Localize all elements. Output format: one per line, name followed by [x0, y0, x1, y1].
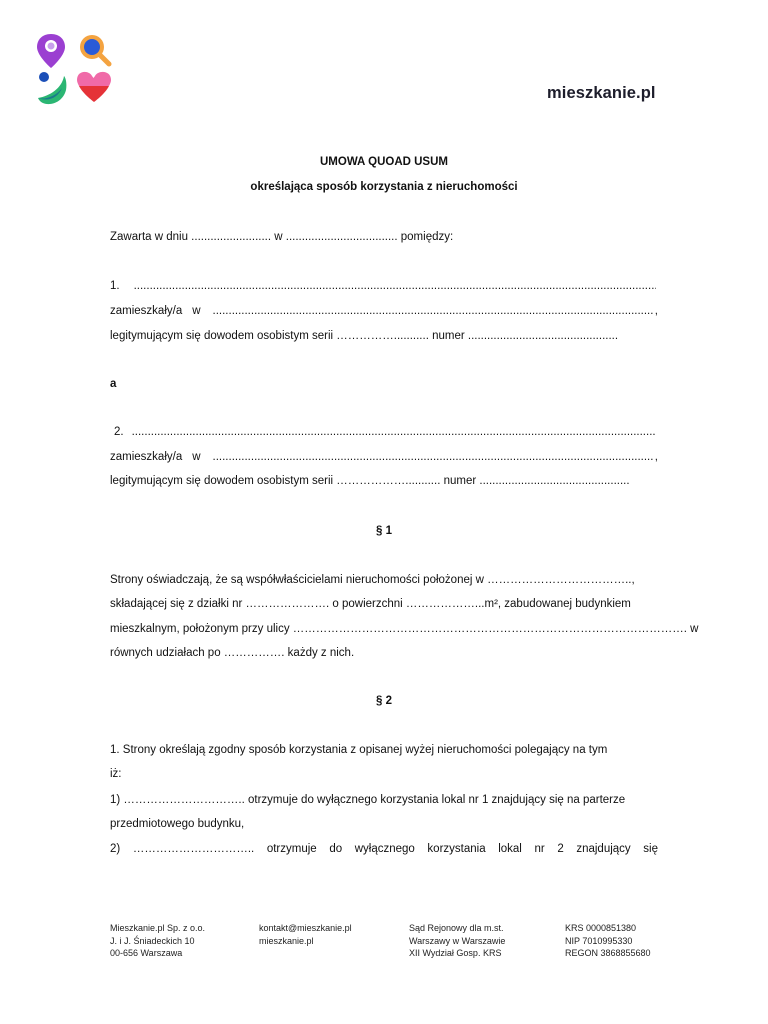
party1-name-line: [110, 280, 658, 292]
map-pin-icon: [37, 34, 65, 68]
footer-regon: REGON 3868855680: [565, 948, 651, 958]
footer-nip: NIP 7010995330: [565, 935, 633, 946]
section2-line5-word: nr: [534, 843, 545, 855]
party2-address-end: ,: [654, 451, 658, 463]
party2-number: 2.: [114, 426, 124, 438]
section2-line3: 1) ………………………….. otrzymuje do wyłącznego korzystania lokal nr 1 znajdujący się na parterze: [110, 794, 626, 806]
party1-address-label: zamieszkały/a: [110, 305, 183, 317]
section2-line5-word: otrzymuje: [266, 843, 317, 855]
leaf-icon: [38, 72, 66, 104]
section2-line5-word: …………………………..: [132, 843, 255, 855]
section2-line5-word: do: [329, 843, 343, 855]
footer-company-city: 00-656 Warszawa: [110, 948, 183, 958]
section1-heading: § 1: [376, 525, 392, 537]
section2-line5-word: lokal: [498, 843, 522, 855]
footer-court-line1: Sąd Rejonowy dla m.st.: [409, 923, 504, 933]
section2-line4: przedmiotowego budynku,: [110, 818, 245, 830]
section2-heading: § 2: [376, 695, 392, 707]
party2-address-w: w: [192, 451, 201, 463]
footer-court-line2: Warszawy w Warszawie: [409, 935, 506, 946]
section2-line5-word: wyłącznego: [354, 843, 415, 855]
party2-name-line: [110, 426, 658, 438]
section2-line2: iż:: [110, 768, 122, 780]
footer-website-link[interactable]: mieszkanie.pl: [259, 935, 314, 946]
section1-line4: równych udziałach po ……………. każdy z nich.: [110, 647, 355, 659]
footer-court: [409, 922, 505, 960]
party1-number: 1.: [110, 280, 120, 292]
conjunction: a: [110, 378, 117, 390]
footer-contact: [259, 922, 352, 947]
footer-krs: KRS 0000851380: [565, 923, 637, 933]
footer-company: [110, 922, 205, 960]
footer-court-line3: XII Wydział Gosp. KRS: [409, 948, 502, 958]
brand-logo: [36, 32, 114, 106]
footer-email-link[interactable]: kontakt@mieszkanie.pl: [259, 923, 352, 933]
party2-id-line: legitymującym się dowodem osobistym serii ………………........... numer ...............................................: [110, 475, 630, 487]
party1-address-w: w: [192, 305, 201, 317]
brand-name: mieszkanie.pl: [547, 84, 656, 102]
heart-icon: [77, 72, 111, 102]
party2-address-line: [110, 451, 658, 463]
footer-company-name: Mieszkanie.pl Sp. z o.o.: [110, 923, 206, 933]
section2-line5-word: 2): [110, 843, 121, 855]
document-subtitle: określająca sposób korzystania z nieruchomości: [250, 181, 518, 193]
party2-address-label: zamieszkały/a: [110, 451, 183, 463]
section2-line5-word: korzystania: [427, 843, 486, 855]
section2-line5-word: 2: [557, 843, 564, 855]
section2-line5-word: się: [643, 843, 658, 855]
section2-line5-word: znajdujący: [576, 843, 631, 855]
party1-id-line: legitymującym się dowodem osobistym serii ……………........... numer ...............................................: [110, 330, 619, 342]
section2-line1: 1. Strony określają zgodny sposób korzystania z opisanej wyżej nieruchomości polegający na tym: [110, 744, 608, 756]
footer-company-street: J. i J. Śniadeckich 10: [110, 935, 195, 946]
search-icon: [80, 35, 109, 64]
section1-line3: mieszkalnym, położonym przy ulicy …………………………………………………………………………………………. w: [110, 623, 699, 635]
intro-line: Zawarta w dniu ......................... w ................................... pomiędzy:: [110, 231, 454, 243]
party1-address-end: ,: [654, 305, 658, 317]
footer-registry: [565, 922, 651, 960]
section1-line1: Strony oświadczają, że są współwłaścicielami nieruchomości położonej w ………………………………..,: [110, 574, 635, 586]
section2-line5: [110, 843, 658, 855]
section1-line2: składającej się z działki nr …………………. o powierzchni ………………...m², zabudowanej budynkiem: [110, 598, 631, 610]
document-title: UMOWA QUOAD USUM: [320, 156, 448, 168]
party1-address-line: [110, 305, 658, 317]
